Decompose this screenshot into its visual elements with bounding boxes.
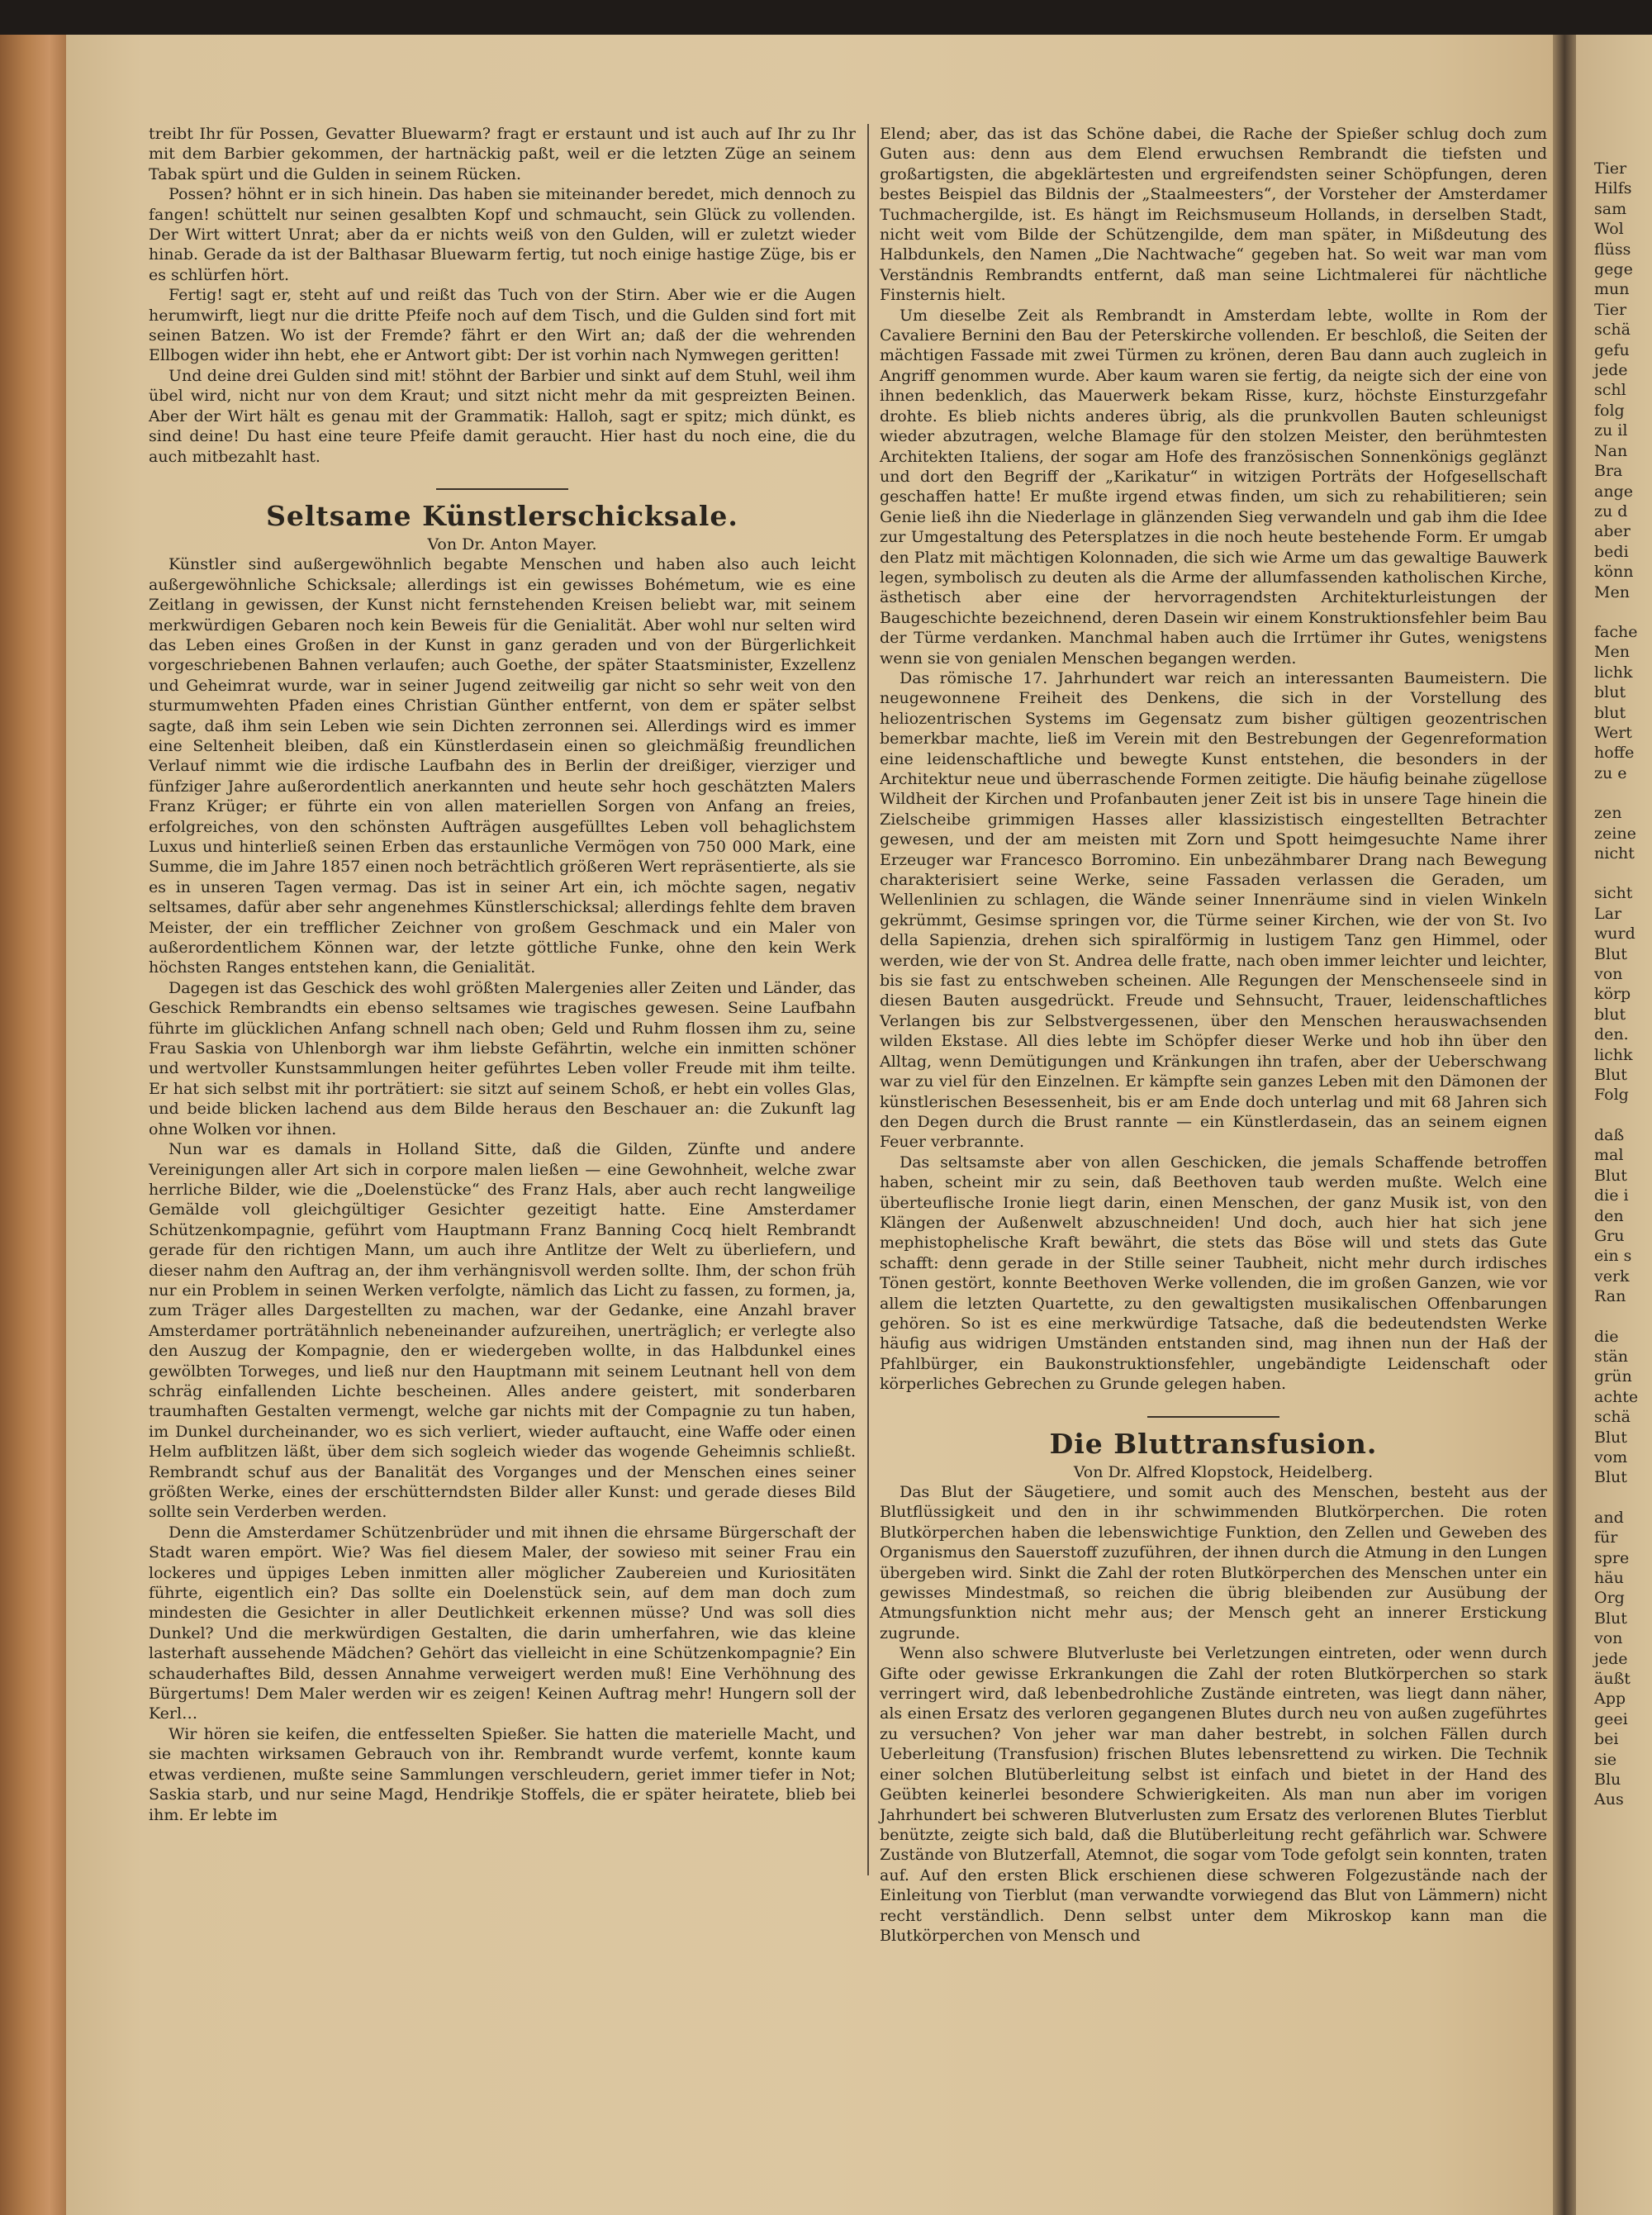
adjacent-page-line: die xyxy=(1594,1327,1619,1346)
adjacent-page-line: Bra xyxy=(1594,462,1623,481)
adjacent-page-line: blut xyxy=(1594,683,1626,702)
adjacent-page-line: blut xyxy=(1594,1005,1626,1024)
article-body-bluttransfusion xyxy=(880,1482,1547,1946)
adjacent-page-line: bedi xyxy=(1594,542,1629,561)
adjacent-page-line: grün xyxy=(1594,1367,1632,1386)
adjacent-page-line: jede xyxy=(1594,361,1628,380)
adjacent-page-line: von xyxy=(1594,1629,1623,1648)
adjacent-page-line: flüss xyxy=(1594,240,1631,259)
paragraph: Fertig! sagt er, steht auf und reißt das Tuch von der Stirn. Aber wie er die Augen herumwirft, liegt nur die dritte Pfeife noch auf dem Tisch, und die Gulden sind fort mit seinen Batzen. Wo ist der Fremde? fährt er den Wirt an; daß der die wehrenden Ellbogen wider ihn hebt, ehe er Antwort gibt: Der ist vorhin nach Nymwegen geritten! xyxy=(149,286,856,365)
section-divider xyxy=(436,488,568,490)
adjacent-page-line: geei xyxy=(1594,1709,1628,1728)
adjacent-page-line: vom xyxy=(1594,1447,1628,1466)
adjacent-page-line: sicht xyxy=(1594,884,1633,903)
adjacent-page-line: zen xyxy=(1594,804,1622,823)
adjacent-page-line: sam xyxy=(1594,199,1627,218)
adjacent-page-line: Blut xyxy=(1594,944,1627,963)
column-right xyxy=(880,124,1547,1946)
adjacent-page-line: Blut xyxy=(1594,1468,1627,1487)
adjacent-page-line: bei xyxy=(1594,1730,1619,1749)
adjacent-page-line: für xyxy=(1594,1528,1618,1547)
adjacent-page-line: ein s xyxy=(1594,1247,1632,1266)
adjacent-page-line: Aus xyxy=(1594,1790,1624,1809)
adjacent-page-line: häu xyxy=(1594,1569,1624,1587)
paragraph: Wenn also schwere Blutverluste bei Verletzungen eintreten, oder wenn durch Gifte oder gewisse Erkrankungen die Zahl der roten Blutkörperchen so stark verringert wird, daß lebenbedrohliche Zustände eintreten, was liegt dann näher, als einen Ersatz des verloren gegangenen Blutes durch neu von außen zugeführtes zu versuchen? Von jeher war man daher bestrebt, in solchen Fällen durch Ueberleitung (Transfusion) frischen Blutes lebensrettend zu wirken. Die Technik einer solchen Blutüberleitung selbst ist einfach und bietet in der Hand des Geübten keinerlei besondere Schwierigkeiten. Als man nun aber im vorigen Jahrhundert bei schweren Blutverlusten zum Ersatz des verlorenen Blutes Tierblut benützte, zeigte sich bald, daß die Blutüberleitung recht gefährlich war. Schwere Zustände von Blutzerfall, Atemnot, die sogar vom Tode gefolgt sein konnten, traten auf. Auf den ersten Blick erschienen diese schweren Folgezustände nach der Einleitung von Tierblut (man verwandte vorwiegend das Blut von Lämmern) nicht recht verständlich. Denn selbst unter dem Mikroskop kann man die Blutkörperchen von Mensch und xyxy=(880,1644,1547,1945)
adjacent-page-line: zeine xyxy=(1594,824,1636,843)
book-binding-edge xyxy=(0,35,66,2215)
adjacent-page-line: den xyxy=(1594,1206,1624,1225)
paragraph: Elend; aber, das ist das Schöne dabei, die Rache der Spießer schlug doch zum Guten aus: denn aus dem Elend erwuchsen Rembrandt die tiefsten und großartigsten, die abgeklärtesten und ergreifendsten seiner Schöpfungen, deren bestes Beispiel das Bildnis der „Staalmeesters“, der Vorsteher der Amsterdamer Tuchmachergilde, ist. Es hängt im Reichsmuseum Hollands, in derselben Stadt, nicht weit vom Bilde der Schützengilde, dem man später, in Mißdeutung des Halbdunkels, den Namen „Die Nachtwache“ gegeben hat. So weit war man vom Verständnis Rembrandts entfernt, daß man seine Lichtmalerei für nächtliche Finsternis hielt. xyxy=(880,125,1547,305)
adjacent-page-line: folg xyxy=(1594,401,1625,420)
paragraph: Das Blut der Säugetiere, und somit auch des Menschen, besteht aus der Blutflüssigkeit und den in ihr schwimmenden Blutkörperchen. Die roten Blutkörperchen haben die lebenswichtige Funktion, den Zellen und Geweben des Organismus den Sauerstoff zuzuführen, der ihnen durch die Atmung in den Lungen übergeben wird. Sinkt die Zahl der roten Blutkörperchen des Menschen unter ein gewisses Mindestmaß, so reichen die übrig bleibenden zur Ausübung der Atmungsfunktion nicht mehr aus; der Mensch geht an innerer Erstickung zugrunde. xyxy=(880,1483,1547,1642)
adjacent-page-line: Blut xyxy=(1594,1066,1627,1085)
adjacent-page-line: daß xyxy=(1594,1125,1625,1144)
adjacent-page-line: gege xyxy=(1594,260,1633,279)
adjacent-page-line: könn xyxy=(1594,563,1634,582)
adjacent-page-line: Folg xyxy=(1594,1086,1629,1105)
paragraph: treibt Ihr für Possen, Gevatter Bluewarm? fragt er erstaunt und ist auch auf Ihr zu Ihr mit dem Barbier gekommen, der hartnäckig paßt, weil er die letzten Züge an seinem Tabak spürt und die Gulden in seinem Rücken. xyxy=(149,125,856,183)
adjacent-page-line: fache xyxy=(1594,622,1638,641)
adjacent-page-line: Tier xyxy=(1594,159,1627,178)
adjacent-page-line: Tier xyxy=(1594,300,1627,319)
adjacent-page-line: Wol xyxy=(1594,220,1624,239)
story-continuation xyxy=(149,124,856,467)
adjacent-page-line: gefu xyxy=(1594,340,1630,359)
adjacent-page-line: Blu xyxy=(1594,1771,1621,1790)
adjacent-page-line: Men xyxy=(1594,643,1630,662)
paragraph: Wir hören sie keifen, die entfesselten Spießer. Sie hatten die materielle Macht, und sie machten wirksamen Gebrauch von ihr. Rembrandt wurde verfemt, konnte kaum etwas verdienen, mußte seine Sammlungen verschleudern, geriet immer tiefer in Not; Saskia starb, und nur seine Magd, Hendrikje Stoffels, die er später heiratete, blieb bei ihm. Er lebte im xyxy=(149,1724,856,1824)
adjacent-page-line: mun xyxy=(1594,280,1630,299)
adjacent-page-line: Men xyxy=(1594,582,1630,601)
paragraph: Dagegen ist das Geschick des wohl größten Malergenies aller Zeiten und Länder, das Geschick Rembrandts ein ebenso seltsames wie tragisches gewesen. Seine Laufbahn führte im glücklichen Anfang schnell nach oben; Geld und Ruhm flossen ihm zu, seine Frau Saskia von Uhlenborgh war ihm liebste Gefährtin, welche ein inmitten schöner und wertvoller Kunstsammlungen heiter geführtes Leben voller Freude mit ihm teilte. Er hat sich selbst mit ihr porträtiert: sie sitzt auf seinem Schoß, er hebt ein volles Glas, und beide blicken lachend aus dem Bilde heraus den Beschauer an: die Zukunft lag ohne Wolken vor ihnen. xyxy=(149,978,856,1138)
section-divider xyxy=(1147,1416,1279,1418)
adjacent-page-line: Org xyxy=(1594,1589,1625,1608)
adjacent-page-line: Ran xyxy=(1594,1287,1626,1306)
adjacent-page-line: Lar xyxy=(1594,904,1622,923)
adjacent-page-line: blut xyxy=(1594,703,1626,722)
paragraph: Denn die Amsterdamer Schützenbrüder und mit ihnen die ehrsame Bürgerschaft der Stadt waren empört. Wie? Was fiel diesem Maler, der sowieso mit seiner Frau ein lockeres und üppiges Leben inmitten aller möglicher Zaubereien und Kuriositäten führte, eigentlich ein? Das sollte ein Doelenstück sein, auf dem man doch zum mindesten die Gesichter in aller Deutlichkeit erkennen müsse? Und was soll dies Dunkel? Und die merkwürdigen Gestalten, die darin umherfahren, wie das kleine lasterhaft aussehende Mädchen? Gehört das vielleicht in eine Schützenkompagnie? Ein schauderhaftes Bild, dessen Annahme verweigert werden muß! Eine Verhöhnung des Bürgertums! Dem Maler werden wir es zeigen! Keinen Auftrag mehr! Hungern soll der Kerl… xyxy=(149,1523,856,1723)
article-headline-bluttransfusion: Die Bluttransfusion. xyxy=(1049,1427,1378,1460)
adjacent-page-line: aber xyxy=(1594,522,1631,541)
adjacent-page-line: spre xyxy=(1594,1548,1630,1567)
adjacent-page-line: mal xyxy=(1594,1146,1624,1165)
adjacent-page-line: den. xyxy=(1594,1025,1629,1044)
adjacent-page-line: Wert xyxy=(1594,723,1632,742)
adjacent-page-line: Blut xyxy=(1594,1166,1627,1185)
article-body-kuenstlerschicksale xyxy=(149,554,856,1825)
adjacent-page-line: sie xyxy=(1594,1750,1617,1769)
adjacent-page-line: and xyxy=(1594,1508,1624,1527)
adjacent-page-line: App xyxy=(1594,1690,1626,1709)
adjacent-page-line: Gru xyxy=(1594,1226,1625,1245)
adjacent-page-line: zu il xyxy=(1594,421,1628,440)
adjacent-page-edge xyxy=(1576,35,1652,2215)
article-byline-klopstock: Von Dr. Alfred Klopstock, Heidelberg. xyxy=(1073,1462,1374,1481)
adjacent-page-line: verk xyxy=(1594,1267,1630,1286)
adjacent-page-line: die i xyxy=(1594,1186,1629,1205)
book-gutter xyxy=(1553,35,1576,2215)
paragraph: Um dieselbe Zeit als Rembrandt in Amsterdam lebte, wollte in Rom der Cavaliere Bernini den Bau der Peterskirche vollenden. Er beschloß, die Seiten der mächtigen Fassade mit zwei Türmen zu krönen, deren Bau dann auch zugleich in Angriff genommen wurde. Aber kaum waren sie fertig, da neigte sich der eine von ihnen bedenklich, das Mauerwerk bekam Risse, kurz, höchste Einsturzgefahr drohte. Es blieb nichts anderes übrig, als die prunkvollen Bauten schleunigst wieder abzutragen, welche Blamage für den stolzen Meister, den berühmtesten Architekten Italiens, der sogar am Hofe des französischen Sonnenkönigs geglänzt und dort den Begriff der „Karikatur“ in witzigen Porträts der Hofgesellschaft geschaffen hatte! Er mußte irgend etwas finden, um sich zu rehabilitieren; sein Genie ließ ihn die Niederlage in glänzenden Sieg verwandeln und gab ihm die Idee zur Umgestaltung des Petersplatzes in die noch heute bestehende Form. Er umgab den Platz mit mächtigen Kolonnaden, die sich wie Arme um das gewaltige Bauwerk legen, symbolisch zu deuten als die Arme der allumfassenden katholischen Kirche, ästhetisch aber eine der hervorragendsten Architekturleistungen der Baugeschichte bezeichnend, deren Dasein wir einem Konstruktionsfehler beim Bau der Türme verdanken. Manchmal haben auch die Irrtümer ihr Gutes, wenigstens wenn sie von genialen Menschen begangen werden. xyxy=(880,306,1547,668)
adjacent-page-line: Blut xyxy=(1594,1609,1627,1628)
adjacent-page-line: schl xyxy=(1594,381,1626,400)
column-rule xyxy=(867,124,869,1875)
adjacent-page-line: ange xyxy=(1594,482,1633,501)
adjacent-page-line: Hilfs xyxy=(1594,179,1632,198)
paragraph: Das römische 17. Jahrhundert war reich an interessanten Baumeistern. Die neugewonnene Freiheit des Denkens, die sich in der Vorstellung des heliozentrischen Systems im Gegensatz zum bisher gültigen geozentrischen bemerkbar machte, ließ im Verein mit den Bestrebungen der Gegenreformation eine leidenschaftliche und bewegte Kunst entstehen, die besonders in der Architektur neue und überraschende Formen zeitigte. Die häufig beinahe zügellose Wildheit der Kirchen und Profanbauten jener Zeit ist bis in unsere Tage hinein die Zielscheibe grimmigen Hasses aller klassizistisch eingestellten Betrachter gewesen, und der am meisten mit Zorn und Spott heimgesuchte Name ihrer Erzeuger war Francesco Borromino. Ein unbezähmbarer Drang nach Bewegung charakterisiert seine Werke, seine Fassaden verlassen die Geraden, um Wellenlinien zu schlagen, die Wände seiner Innenräume sind in vielen Winkeln gekrümmt, Gesimse springen vor, die Türme seiner Kirchen, wie der von St. Ivo della Sapienzia, drehen sich spiralförmig in lustigem Tanz gen Himmel, oder werden, wie der von St. Andrea delle fratte, nach oben immer leichter und leichter, bis sie fast zu entschweben scheinen. Alle Regungen der Menschenseele sind in diesen Bauten ausgedrückt. Freude und Sehnsucht, Trauer, leidenschaftliches Verlangen bis zur Selbstvergessenen, über den Menschen herauswachsenden wilden Ekstase. All dies lebte im Schöpfer dieser Werke und hob ihn über den Alltag, wenn Demütigungen und Kränkungen ihn trafen, aber der Ueberschwang war zu viel für den Einzelnen. Er kämpfte sein ganzes Leben mit den Dämonen der künstlerischen Besessenheit, bis er am Ende doch unterlag und mit 68 Jahren sich den Degen durch die Brust rannte — ein Künstlerdasein, das an seinem eignen Feuer verbrannte. xyxy=(880,668,1547,1152)
adjacent-page-line: zu e xyxy=(1594,763,1627,782)
adjacent-page-line: jede xyxy=(1594,1649,1628,1668)
paragraph: Nun war es damals in Holland Sitte, daß die Gilden, Zünfte und andere Vereinigungen aller Art sich in corpore malen ließen — eine Gewohnheit, welche zwar herrliche Bilder, wie die „Doelenstücke“ des Franz Hals, aber auch recht langweilige Gemälde voll gleichgültiger Gesichter gezeitigt hatte. Eine Amsterdamer Schützenkompagnie, geführt vom Hauptmann Franz Banning Cocq hielt Rembrandt gerade für den richtigen Mann, um auch ihre Antlitze der Welt zu überliefern, und dieser nahm den Auftrag an, der ihm verhängnisvoll werden sollte. Ihm, der schon früh nur ein Problem in seinen Werken verfolgte, nämlich das Licht zu fassen, zu formen, ja, zum Träger alles Dargestellten zu machen, war der Gedanke, eine Anzahl braver Amsterdamer porträtähnlich nebeneinander aufzureihen, unerträglich; er verlegte also den Auszug der Kompagnie, den er wiedergeben wollte, in das Halbdunkel eines gewölbten Torweges, und ließ nur den Hauptmann mit seinem Leutnant hell von dem schräg einfallenden Lichte bescheinen. Alles andere geistert, mit sonderbaren traumhaften Gestalten vermengt, welche gar nichts mit der Compagnie zu tun haben, im Dunkel durcheinander, wo es sich verliert, wieder auftaucht, eine Waffe oder einen Helm aufblitzen läßt, über dem sich sogleich wieder das wogende Geheimnis schließt. Rembrandt schuf aus der Banalität des Vorganges und der Menschen eines seiner größten Werke, eines der erschütterndsten Bilder aller Kunst: und gerade dieses Bild sollte sein Verderben werden. xyxy=(149,1140,856,1522)
article-headline-kuenstlerschicksale: Seltsame Künstlerschicksale. xyxy=(266,499,738,532)
article-body-kuenstlerschicksale-continued xyxy=(880,124,1547,1395)
adjacent-page-line: körp xyxy=(1594,985,1631,1004)
scan-top-border xyxy=(0,0,1652,35)
adjacent-page-line: achte xyxy=(1594,1387,1639,1406)
adjacent-page-line: lichk xyxy=(1594,663,1633,682)
adjacent-page-line: hoffe xyxy=(1594,744,1635,763)
adjacent-page-line: schä xyxy=(1594,1408,1631,1427)
paragraph: Das seltsamste aber von allen Geschicken, die jemals Schaffende betroffen haben, scheint mir zu sein, daß Beethoven taub werden mußte. Welch eine überteuflische Ironie liegt darin, einen Menschen, der ganz Musik ist, von den Klängen der Außenwelt abzuschneiden! Und doch, auch hier hat sich jene mephistophelische Kraft bewährt, die stets das Böse will und stets das Gute schafft: denn gerade in der Stille seiner Taubheit, nicht mehr durch irdisches Tönen gestört, konnte Beethoven Werke vollenden, die im großen Ganzen, wie vor allem die letzten Quartette, zu den gewaltigsten musikalischen Offenbarungen gehören. So ist es eine merkwürdige Tatsache, daß die bedeutendsten Werke häufig aus widrigen Umständen entstanden sind, mag ihnen nun der Haß der Pfahlbürger, ein Baukonstruktionsfehler, ungebändigte Leidenschaft oder körperliches Gebrechen zu Grunde gelegen haben. xyxy=(880,1153,1547,1394)
adjacent-page-line: zu d xyxy=(1594,501,1628,520)
adjacent-page-line: äußt xyxy=(1594,1670,1631,1689)
article-byline-mayer: Von Dr. Anton Mayer. xyxy=(427,535,597,554)
column-left xyxy=(149,124,856,1825)
adjacent-page-line: Blut xyxy=(1594,1428,1627,1447)
paragraph: Und deine drei Gulden sind mit! stöhnt der Barbier und sinkt auf dem Stuhl, weil ihm übel wird, nicht nur von dem Kraut; und sitzt nicht mehr da mit gespreizten Beinen. Aber der Wirt hält es genau mit der Grammatik: Halloh, sagt er spitz; mich dünkt, es sind deine! Du hast eine teure Pfeife damit geraucht. Hier hast du noch eine, die du auch mitbezahlt hast. xyxy=(149,366,856,466)
adjacent-page-line: nicht xyxy=(1594,844,1635,863)
adjacent-page-line: Nan xyxy=(1594,441,1628,460)
adjacent-page-line: lichk xyxy=(1594,1045,1633,1064)
adjacent-page-line: von xyxy=(1594,965,1623,984)
paragraph: Possen? höhnt er in sich hinein. Das haben sie miteinander beredet, mich dennoch zu fangen! schüttelt nur seinen gesalbten Kopf und schmaucht, sein Glück zu vollenden. Der Wirt wittert Unrat; aber da er nichts weiß von den Gulden, will er zuletzt wieder hinab. Gerade da ist der Balthasar Bluewarm fertig, tut noch einige hastige Züge, bis er es schlürfen hört. xyxy=(149,185,856,284)
adjacent-page-line: stän xyxy=(1594,1347,1628,1366)
adjacent-page-line: schä xyxy=(1594,321,1631,340)
paragraph: Künstler sind außergewöhnlich begabte Menschen und haben also auch leicht außergewöhnliche Schicksale; allerdings ist ein gewisses Bohémetum, wie es eine Zeitlang in gewissen, der Kunst nicht fernstehenden Kreisen beliebt war, mit seinem merkwürdigen Gebaren noch kein Beweis für die Genialität. Aber wohl nur selten wird das Leben eines Großen in der Kunst in ganz geraden und von der Bürgerlichkeit vorgeschriebenen Bahnen verlaufen; auch Goethe, der später Staatsminister, Exzellenz und Geheimrat wurde, war in seiner Jugend zeitweilig gar nicht so sehr weit von den sturmumwehten Pfaden eines Christian Günther entfernt, von dem er später selbst sagte, daß ihm sein Leben wie sein Dichten zerronnen sei. Allerdings wird es immer eine Seltenheit bleiben, daß ein Künstlerdasein einen so gleichmäßig freundlichen Verlauf nimmt wie die irdische Laufbahn des in Berlin der dreißiger, vierziger und fünfziger Jahre außerordentlich anerkannten und heute sehr hoch geschätzten Malers Franz Krüger; er führte ein von allen materiellen Sorgen von Anfang an freies, erfolgreiches, von den schönsten Aufträgen ausgefülltes Leben voll behaglichstem Luxus und hinterließ seinen Erben das erstaunliche Vermögen von 750 000 Mark, eine Summe, die im Jahre 1857 einen noch beträchtlich größeren Wert repräsentierte, als sie es in unseren Tagen vermag. Das ist in seiner Art ein, ich möchte sagen, negativ seltsames, dafür aber sehr angenehmes Künstlerschicksal; allerdings fehlte dem braven Meister, der ein trefflicher Zeichner von großem Geschmack und ein Maler von außerordentlichem Können war, der letzte göttliche Funke, ohne den kein Werk höchsten Ranges entstehen kann, die Genialität. xyxy=(149,555,856,977)
adjacent-page-text xyxy=(1576,35,1652,1810)
adjacent-page-line: wurd xyxy=(1594,925,1635,944)
